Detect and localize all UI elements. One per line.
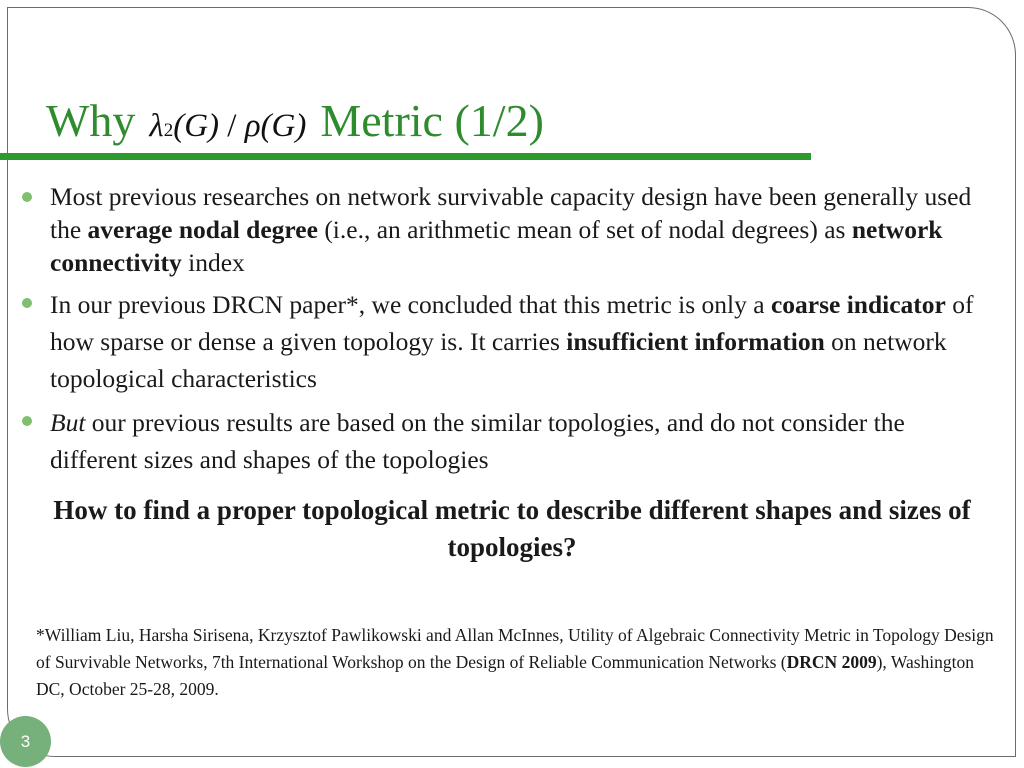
bullet-italic-text: But bbox=[50, 408, 86, 437]
formula-part2: (G) bbox=[260, 108, 307, 144]
bullet-text: our previous results are based on the similar topologies, and do not consider the different sizes and shapes of the topologies bbox=[50, 408, 905, 474]
bullet-bold-text: coarse indicator bbox=[770, 290, 946, 319]
bullet-text: In our previous DRCN paper*, we concluded that this metric is only a bbox=[50, 290, 771, 319]
bullet-dot-icon bbox=[22, 298, 32, 308]
bullet-text: (i.e., an arithmetic mean of set of nodal degrees) as bbox=[317, 215, 852, 244]
title-prefix: Why bbox=[46, 95, 136, 146]
formula-part1: (G) bbox=[173, 108, 220, 144]
footnote-citation bbox=[36, 622, 1006, 703]
footnote-text: ), Washington DC, October 25-28, 2009. bbox=[36, 652, 975, 699]
bullet-text: Most previous researches on network survivable capacity design have been generally used the bbox=[50, 182, 972, 244]
bullet-bold-text: average nodal degree bbox=[87, 215, 318, 244]
bullet-list bbox=[22, 180, 982, 485]
bullet-text: of how sparse or dense a given topology is. It carries bbox=[50, 290, 974, 356]
bullet-item bbox=[22, 180, 982, 279]
key-question: How to find a proper topological metric to describe different shapes and sizes of topologies? bbox=[53, 495, 971, 562]
bullet-item bbox=[22, 286, 982, 397]
title-formula bbox=[149, 108, 306, 145]
title-suffix: Metric (1/2) bbox=[320, 95, 544, 146]
footnote-bold-text: DRCN 2009 bbox=[786, 652, 877, 672]
bullet-text: on network topological characteristics bbox=[50, 327, 947, 393]
formula-rho: ρ bbox=[244, 108, 261, 144]
bullet-dot-icon bbox=[22, 416, 32, 426]
formula-subscript: 2 bbox=[163, 120, 174, 141]
bullet-bold-text: network connectivity bbox=[50, 215, 943, 277]
title-underline bbox=[0, 153, 811, 160]
page-number-badge: 3 bbox=[0, 716, 51, 767]
bullet-bold-text: insufficient information bbox=[566, 327, 825, 356]
formula-lambda: λ bbox=[149, 108, 164, 144]
bullet-text: index bbox=[181, 248, 245, 277]
bullet-dot-icon bbox=[22, 192, 32, 202]
footnote-text: *William Liu, Harsha Sirisena, Krzysztof Pawlikowski and Allan McInnes, Utility of Algebraic Connectivity Metric in Topology Design of Survivable Networks, 7th International Workshop on the Design of Reliable Communication Networks ( bbox=[36, 625, 994, 672]
formula-slash: / bbox=[227, 108, 237, 144]
slide-title bbox=[46, 94, 544, 154]
bullet-item bbox=[22, 404, 982, 478]
